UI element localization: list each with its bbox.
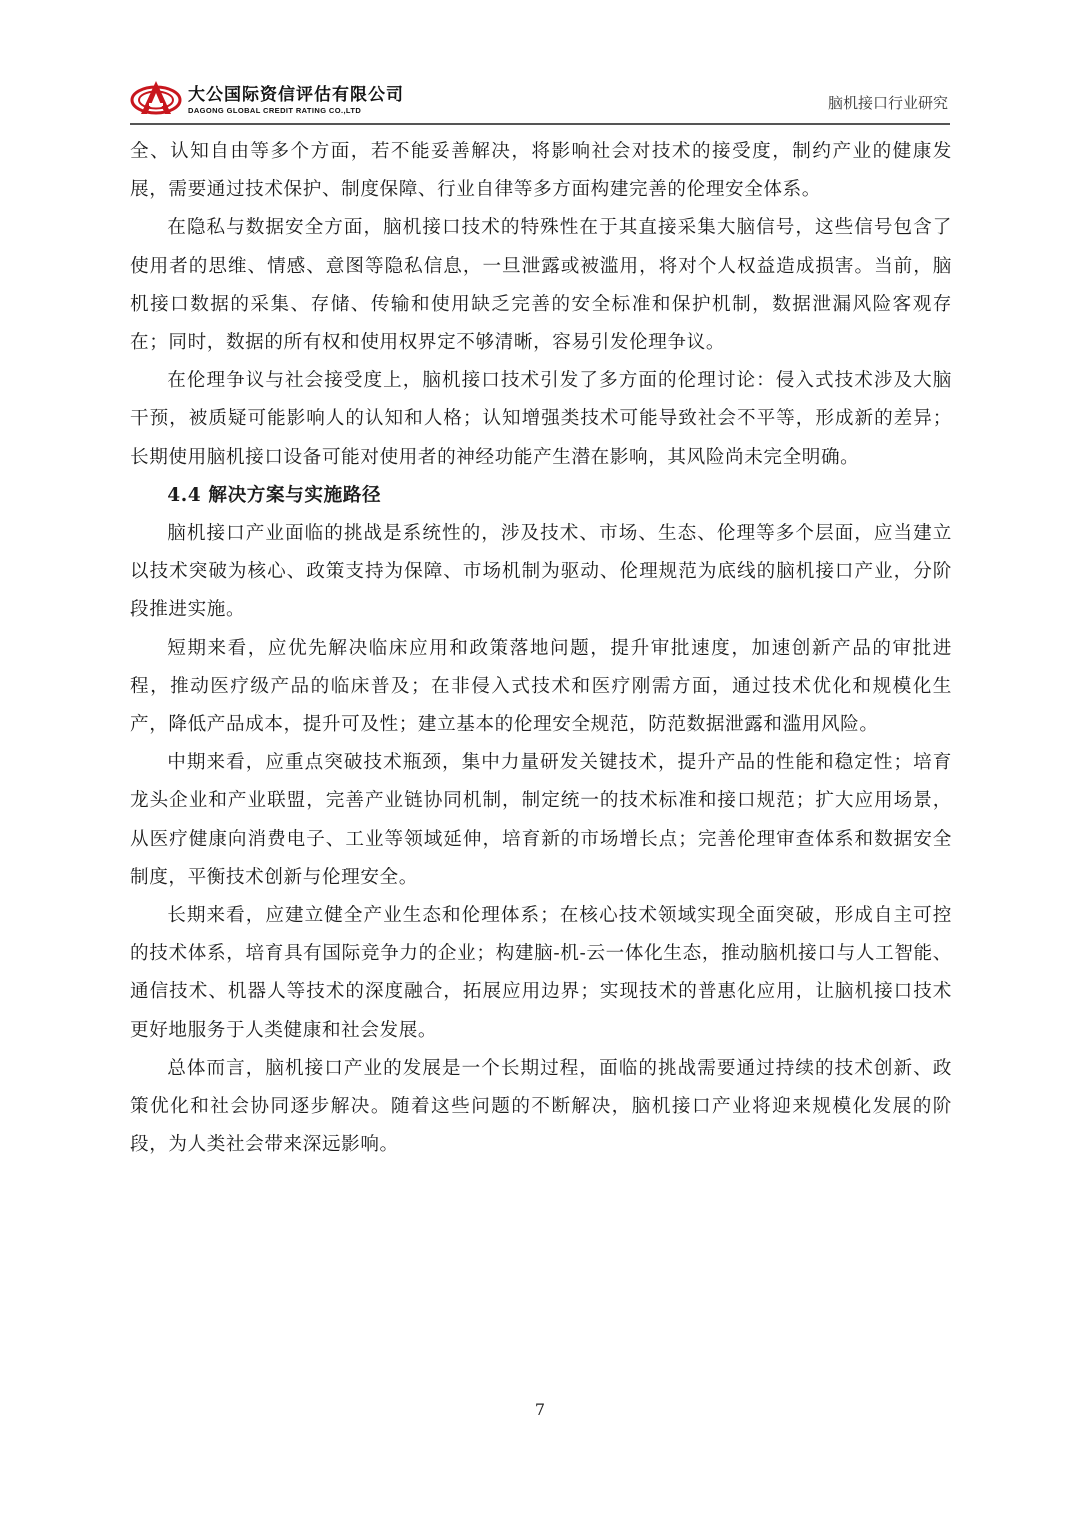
- company-name-en: DAGONG GLOBAL CREDIT RATING CO.,LTD: [188, 106, 362, 115]
- page-number: 7: [534, 1400, 546, 1419]
- section-paragraph-long-term: 长期来看，应建立健全产业生态和伦理体系；在核心技术领域实现全面突破，形成自主可控的技术体系，培育具有国际竞争力的企业；构建脑-机-云一体化生态，推动脑机接口与人工智能、通信技术、机器人等技术的深度融合，拓展应用边界；实现技术的普惠化应用，让脑机接口技术更好地服务于人类健康和社会发展。: [130, 905, 952, 1041]
- body-paragraph-continued: 全、认知自由等多个方面，若不能妥善解决，将影响社会对技术的接受度，制约产业的健康发展，需要通过技术保护、制度保障、行业自律等多方面构建完善的伦理安全体系。: [130, 141, 952, 201]
- section-paragraph-conclusion: 总体而言，脑机接口产业的发展是一个长期过程，面临的挑战需要通过持续的技术创新、政策优化和社会协同逐步解决。随着这些问题的不断解决，脑机接口产业将迎来规模化发展的阶段，为人类社会带来深远影响。: [130, 1057, 952, 1156]
- section-paragraph-mid-term: 中期来看，应重点突破技术瓶颈，集中力量研发关键技术，提升产品的性能和稳定性；培育龙头企业和产业联盟，完善产业链协同机制，制定统一的技术标准和接口规范；扩大应用场景，从医疗健康向消费电子、工业等领域延伸，培育新的市场增长点；完善伦理审查体系和数据安全制度，平衡技术创新与伦理安全。: [130, 752, 952, 888]
- header-divider: [130, 123, 950, 125]
- section-paragraph-overview: 脑机接口产业面临的挑战是系统性的，涉及技术、市场、生态、伦理等多个层面，应当建立以技术突破为核心、政策支持为保障、市场机制为驱动、伦理规范为底线的脑机接口产业，分阶段推进实施。: [130, 523, 952, 621]
- company-name: [188, 80, 404, 115]
- body-paragraph-ethics: 在伦理争议与社会接受度上，脑机接口技术引发了多方面的伦理讨论：侵入式技术涉及大脑干预，被质疑可能影响人的认知和人格；认知增强类技术可能导致社会不平等，形成新的差异；长期使用脑机接口设备可能对使用者的神经功能产生潜在影响，其风险尚未完全明确。: [130, 370, 952, 468]
- company-name-cn: 大公国际资信评估有限公司: [188, 85, 404, 105]
- page-header: [130, 74, 950, 124]
- page-body: [130, 133, 952, 1164]
- dagong-logo-icon: [130, 76, 182, 120]
- section-heading: 4.4 解决方案与实施路径: [167, 484, 382, 506]
- section-paragraph-short-term: 短期来看，应优先解决临床应用和政策落地问题，提升审批速度，加速创新产品的审批进程，推动医疗级产品的临床普及；在非侵入式技术和医疗刚需方面，通过技术优化和规模化生产，降低产品成本，提升可及性；建立基本的伦理安全规范，防范数据泄露和滥用风险。: [130, 637, 952, 736]
- body-paragraph-privacy: 在隐私与数据安全方面，脑机接口技术的特殊性在于其直接采集大脑信号，这些信号包含了使用者的思维、情感、意图等隐私信息，一旦泄露或被滥用，将对个人权益造成损害。当前，脑机接口数据的采集、存储、传输和使用缺乏完善的安全标准和保护机制，数据泄漏风险客观存在；同时，数据的所有权和使用权界定不够清晰，容易引发伦理争议。: [130, 217, 952, 354]
- report-title: 脑机接口行业研究: [827, 94, 948, 112]
